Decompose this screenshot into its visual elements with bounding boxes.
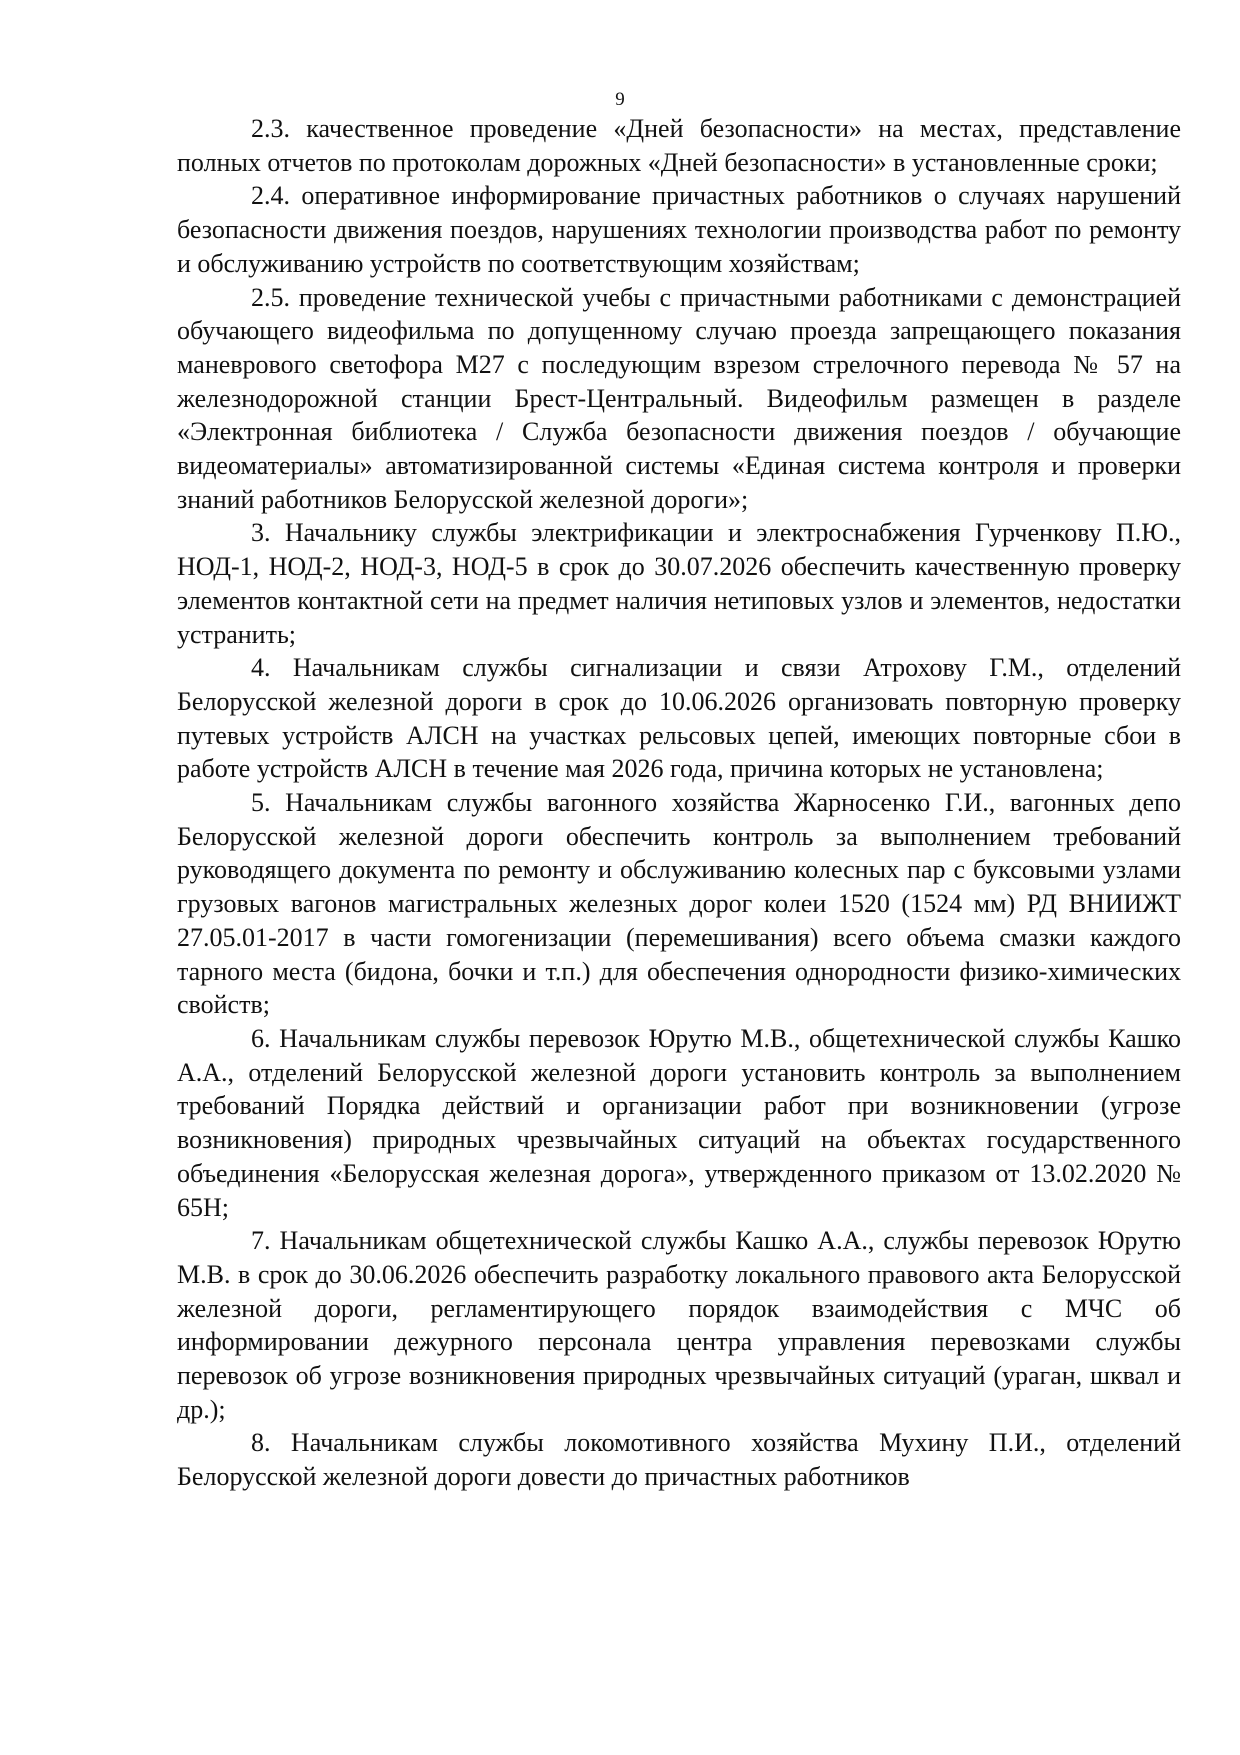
paragraph-5: 5. Начальникам службы вагонного хозяйства Жарносенко Г.И., вагонных депо Белорусской железной дороги обеспечить контроль за выполнением требований руководящего документа по ремонту и обслуживанию колесных пар с буксовыми узлами грузовых вагонов магистральных железных дорог колеи 1520 (1524 мм) РД ВНИИЖТ 27.05.01-2017 в части гомогенизации (перемешивания) всего объема смазки каждого тарного места (бидона, бочки и т.п.) для обеспечения однородности физико-химических свойств; [177,788,1181,1020]
page-number: 9 [615,89,625,110]
paragraph-7: 7. Начальникам общетехнической службы Кашко А.А., службы перевозок Юрутю М.В. в срок до 30.06.2026 обеспечить разработку локального правового акта Белорусской железной дороги, регламентирующего порядок взаимодействия с МЧС об информировании дежурного персонала центра управления перевозками службы перевозок об угрозе возникновения природных чрезвычайных ситуаций (ураган, шквал и др.); [177,1226,1181,1424]
document-body [177,112,1181,1494]
paragraph-2-5: 2.5. проведение технической учебы с причастными работниками с демонстрацией обучающего видеофильма по допущенному случаю проезда запрещающего показания маневрового светофора М27 с последующим взрезом стрелочного перевода № 57 на железнодорожной станции Брест-Центральный. Видеофильм размещен в разделе «Электронная библиотека / Служба безопасности движения поездов / обучающие видеоматериалы» автоматизированной системы «Единая система контроля и проверки знаний работников Белорусской железной дороги»; [177,282,1181,514]
paragraph-2-4: 2.4. оперативное информирование причастных работников о случаях нарушений безопасности движения поездов, нарушениях технологии производства работ по ремонту и обслуживанию устройств по соответствующим хозяйствам; [177,181,1181,278]
paragraph-2-3: 2.3. качественное проведение «Дней безопасности» на местах, представление полных отчетов по протоколам дорожных «Дней безопасности» в установленные сроки; [177,114,1181,177]
paragraph-4: 4. Начальникам службы сигнализации и связи Атрохову Г.М., отделений Белорусской железной дороги в срок до 10.06.2026 организовать повторную проверку путевых устройств АЛСН на участках рельсовых цепей, имеющих повторные сбои в работе устройств АЛСН в течение мая 2026 года, причина которых не установлена; [177,653,1181,784]
paragraph-6: 6. Начальникам службы перевозок Юрутю М.В., общетехнической службы Кашко А.А., отделений Белорусской железной дороги установить контроль за выполнением требований Порядка действий и организации работ при возникновении (угрозе возникновения) природных чрезвычайных ситуаций на объектах государственного объединения «Белорусская железная дорога», утвержденного приказом от 13.02.2020 № 65Н; [177,1023,1181,1222]
paragraph-8: 8. Начальникам службы локомотивного хозяйства Мухину П.И., отделений Белорусской железной дороги довести до причастных работников [177,1428,1181,1492]
paragraph-3: 3. Начальнику службы электрификации и электроснабжения Гурченкову П.Ю., НОД-1, НОД-2, НОД-3, НОД-5 в срок до 30.07.2026 обеспечить качественную проверку элементов контактной сети на предмет наличия нетиповых узлов и элементов, недостатки устранить; [177,518,1181,649]
